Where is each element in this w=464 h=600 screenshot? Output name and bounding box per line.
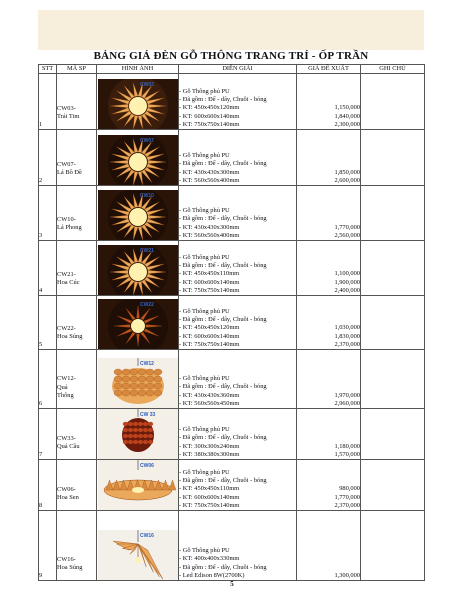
price-value xyxy=(297,477,360,485)
description-line: - KT: 450x450x110mm xyxy=(179,485,240,493)
note-cell xyxy=(361,460,425,511)
product-photo xyxy=(98,409,178,459)
product-code-line: Trái Tim xyxy=(57,113,80,120)
price-value xyxy=(297,564,360,572)
product-image-label: CW12 xyxy=(139,361,154,368)
description-cell xyxy=(179,511,297,581)
row-number: 9 xyxy=(39,511,57,581)
column-header-stt: STT xyxy=(39,65,57,74)
description-line: - Đã gồm : Đế - dây, Chuôi - bóng xyxy=(179,477,267,485)
price-value xyxy=(297,215,360,223)
price-value: 1,840,000 xyxy=(334,112,360,120)
price-cell xyxy=(297,74,361,130)
price-cell xyxy=(297,186,361,241)
price-value: 1,850,000 xyxy=(334,168,360,176)
price-value xyxy=(297,469,360,477)
description-line: - KT: 560x560x400mm xyxy=(179,177,240,184)
description-line: - Gỗ Thông phủ PU xyxy=(179,253,230,261)
price-value xyxy=(297,160,360,168)
table-row xyxy=(39,74,425,130)
price-value: 1,030,000 xyxy=(334,324,360,332)
product-image-cell xyxy=(97,409,179,460)
price-value xyxy=(297,555,360,563)
description-line: - KT: 430x430x360mm xyxy=(179,391,240,399)
price-table xyxy=(38,64,425,581)
description-line: - Gỗ Thông phủ PU xyxy=(179,468,230,476)
product-image-cell xyxy=(97,296,179,350)
price-value: 2,300,000 xyxy=(334,121,360,128)
price-value: 2,600,000 xyxy=(334,177,360,184)
row-number: 3 xyxy=(39,186,57,241)
row-number: 4 xyxy=(39,241,57,296)
price-value xyxy=(297,547,360,555)
price-value: 1,970,000 xyxy=(334,391,360,399)
product-image-cell xyxy=(97,511,179,581)
product-code xyxy=(57,186,97,241)
product-photo xyxy=(98,245,178,295)
description-line: - Gỗ Thông phủ PU xyxy=(179,207,230,215)
description-line: - KT: 600x600x140mm xyxy=(179,332,240,340)
description-line: - Đã gồm : Đế - dây, Chuôi - bóng xyxy=(179,96,267,104)
note-cell xyxy=(361,241,425,296)
product-image-label: CW10 xyxy=(139,193,154,200)
description-line: - KT: 300x300x240mm xyxy=(179,442,240,450)
description-cell xyxy=(179,296,297,350)
product-code xyxy=(57,241,97,296)
product-code-line: Hoa Sen xyxy=(57,494,79,501)
price-cell xyxy=(297,130,361,186)
product-code-line: Thông xyxy=(57,392,74,399)
description-line: - Đã gồm : Đế - dây, Chuôi - bóng xyxy=(179,383,267,391)
note-cell xyxy=(361,74,425,130)
price-cell xyxy=(297,409,361,460)
description-cell xyxy=(179,350,297,409)
table-row xyxy=(39,296,425,350)
description-line: - KT: 600x600x140mm xyxy=(179,493,240,501)
description-line: - KT: 400x400x330mm xyxy=(179,555,240,563)
product-code xyxy=(57,74,97,130)
description-line: - KT: 430x430x300mm xyxy=(179,223,240,231)
price-cell xyxy=(297,350,361,409)
note-cell xyxy=(361,296,425,350)
table-row xyxy=(39,511,425,581)
description-line: - KT: 450x450x110mm xyxy=(179,270,240,278)
product-code-line: CW21- xyxy=(57,270,76,278)
product-image-label: CW22 xyxy=(139,302,154,309)
table-row xyxy=(39,409,425,460)
description-line: - KT: 750x750x140mm xyxy=(179,502,240,509)
product-code-line: Hoa Súng xyxy=(57,333,83,340)
product-code-line: CW10- xyxy=(57,215,76,223)
price-value xyxy=(297,426,360,434)
description-line: - Gỗ Thông phủ PU xyxy=(179,426,230,434)
product-code-line: CW22- xyxy=(57,324,76,332)
note-cell xyxy=(361,350,425,409)
product-photo xyxy=(98,299,178,349)
table-row xyxy=(39,241,425,296)
price-value xyxy=(297,96,360,104)
row-number: 1 xyxy=(39,74,57,130)
description-cell xyxy=(179,74,297,130)
product-code xyxy=(57,511,97,581)
description-line: - Đã gồm : Đế - dây, Chuôi - bóng xyxy=(179,215,267,223)
product-photo xyxy=(98,190,178,240)
product-code-line: CW33- xyxy=(57,434,76,442)
product-photo xyxy=(98,460,178,510)
product-code-line: Hoa Súng xyxy=(57,564,83,571)
description-line: - Gỗ Thông phủ PU xyxy=(179,375,230,383)
description-line: - Led Edison 8W(2700K) xyxy=(179,572,245,579)
description-cell xyxy=(179,409,297,460)
column-header-image: HÌNH ẢNH xyxy=(97,65,179,74)
description-line: - Gỗ Thông phủ PU xyxy=(179,547,230,555)
row-number: 6 xyxy=(39,350,57,409)
price-value: 1,150,000 xyxy=(334,104,360,112)
row-number: 7 xyxy=(39,409,57,460)
product-code-line: Quả Cầu xyxy=(57,443,80,450)
description-line: - Đã gồm : Đế - dây, Chuôi - bóng xyxy=(179,160,267,168)
price-value: 1,770,000 xyxy=(334,493,360,501)
price-value xyxy=(297,152,360,160)
product-image-label: CW 33 xyxy=(139,412,155,419)
description-line: - KT: 600x600x140mm xyxy=(179,278,240,286)
product-code-line: Lá Phong xyxy=(57,224,82,231)
price-cell xyxy=(297,511,361,581)
price-value: 2,560,000 xyxy=(334,232,360,239)
description-cell xyxy=(179,186,297,241)
page-title: BẢNG GIÁ ĐÈN GỖ THÔNG TRANG TRÍ - ỐP TRẦN xyxy=(93,50,369,62)
description-cell xyxy=(179,130,297,186)
price-value xyxy=(297,316,360,324)
price-value: 1,900,000 xyxy=(334,278,360,286)
product-photo xyxy=(98,358,178,408)
description-line: - Đã gồm : Đế - dây, Chuôi - bóng xyxy=(179,316,267,324)
product-photo xyxy=(98,135,178,185)
description-line: - Đã gồm : Đế - dây, Chuôi - bóng xyxy=(179,262,267,270)
product-code xyxy=(57,296,97,350)
price-value xyxy=(297,262,360,270)
price-value: 2,400,000 xyxy=(334,287,360,294)
product-code xyxy=(57,409,97,460)
row-number: 8 xyxy=(39,460,57,511)
product-image-label: CW03 xyxy=(139,82,154,89)
product-image-label: CW21 xyxy=(139,248,154,255)
product-code-line: Lá Bồ Đề xyxy=(57,169,82,176)
table-row xyxy=(39,460,425,511)
description-line: - Gỗ Thông phủ PU xyxy=(179,152,230,160)
table-row xyxy=(39,186,425,241)
product-code xyxy=(57,350,97,409)
price-value: 1,100,000 xyxy=(334,270,360,278)
note-cell xyxy=(361,130,425,186)
product-image-cell xyxy=(97,74,179,130)
description-line: - KT: 380x380x300mm xyxy=(179,451,240,458)
product-image-cell xyxy=(97,350,179,409)
price-cell xyxy=(297,460,361,511)
product-code-line: CW06- xyxy=(57,485,76,493)
product-image-cell xyxy=(97,130,179,186)
product-code-line: CW16- xyxy=(57,555,76,563)
description-line: - Gỗ Thông phủ PU xyxy=(179,87,230,95)
table-row xyxy=(39,130,425,186)
header-band xyxy=(38,10,424,50)
product-code xyxy=(57,130,97,186)
column-header-price: GIÁ ĐỀ XUẤT xyxy=(297,65,361,74)
note-cell xyxy=(361,409,425,460)
price-value: 2,370,000 xyxy=(334,341,360,348)
price-value: 2,960,000 xyxy=(334,400,360,407)
price-value xyxy=(297,434,360,442)
product-code-line: CW07- xyxy=(57,160,76,168)
price-value: 1,830,000 xyxy=(334,332,360,340)
column-header-sku: MÃ SP xyxy=(57,65,97,74)
row-number: 5 xyxy=(39,296,57,350)
description-line: - Đã gồm : Đế - dây, Chuôi - bóng xyxy=(179,563,267,571)
description-line: - KT: 750x750x140mm xyxy=(179,287,240,294)
note-cell xyxy=(361,186,425,241)
product-image-label: CW07 xyxy=(139,138,154,145)
product-photo xyxy=(98,79,178,129)
price-value xyxy=(297,308,360,316)
price-cell xyxy=(297,296,361,350)
page-number: 5 xyxy=(230,580,234,588)
price-value xyxy=(297,254,360,262)
price-value: 1,180,000 xyxy=(334,442,360,450)
product-code-line: Quả xyxy=(57,383,68,391)
description-line: - Gỗ Thông phủ PU xyxy=(179,307,230,315)
price-value xyxy=(297,383,360,391)
price-value xyxy=(297,375,360,383)
description-line: - KT: 750x750x140mm xyxy=(179,121,240,128)
product-code-line: CW12- xyxy=(57,375,76,383)
column-header-note: GHI CHÚ xyxy=(361,65,425,74)
price-value: 980,000 xyxy=(339,485,360,493)
price-value: 2,370,000 xyxy=(334,502,360,509)
product-code-line: Hoa Cúc xyxy=(57,279,80,286)
product-photo xyxy=(98,530,178,580)
table-header-row xyxy=(39,65,425,74)
row-number: 2 xyxy=(39,130,57,186)
product-code-line: CW03- xyxy=(57,104,76,112)
price-value: 1,770,000 xyxy=(334,223,360,231)
description-line: - KT: 600x600x140mm xyxy=(179,112,240,120)
note-cell xyxy=(361,511,425,581)
description-line: - KT: 560x560x450mm xyxy=(179,400,240,407)
product-image-cell xyxy=(97,460,179,511)
description-line: - Đã gồm : Đế - dây, Chuôi - bóng xyxy=(179,434,267,442)
description-cell xyxy=(179,460,297,511)
description-line: - KT: 560x560x400mm xyxy=(179,232,240,239)
price-value xyxy=(297,88,360,96)
product-code xyxy=(57,460,97,511)
product-image-label: CW06 xyxy=(139,463,154,470)
product-image-cell xyxy=(97,186,179,241)
price-cell xyxy=(297,241,361,296)
price-value: 1,570,000 xyxy=(334,451,360,458)
description-cell xyxy=(179,241,297,296)
product-image-cell xyxy=(97,241,179,296)
description-line: - KT: 750x750x140mm xyxy=(179,341,240,348)
price-value xyxy=(297,207,360,215)
table-row xyxy=(39,350,425,409)
description-line: - KT: 450x450x120mm xyxy=(179,104,240,112)
price-value: 1,300,000 xyxy=(334,572,360,579)
description-line: - KT: 450x450x120mm xyxy=(179,324,240,332)
product-image-label: CW16 xyxy=(139,533,154,540)
description-line: - KT: 430x430x300mm xyxy=(179,168,240,176)
column-header-description: DIỄN GIẢI xyxy=(179,65,297,74)
